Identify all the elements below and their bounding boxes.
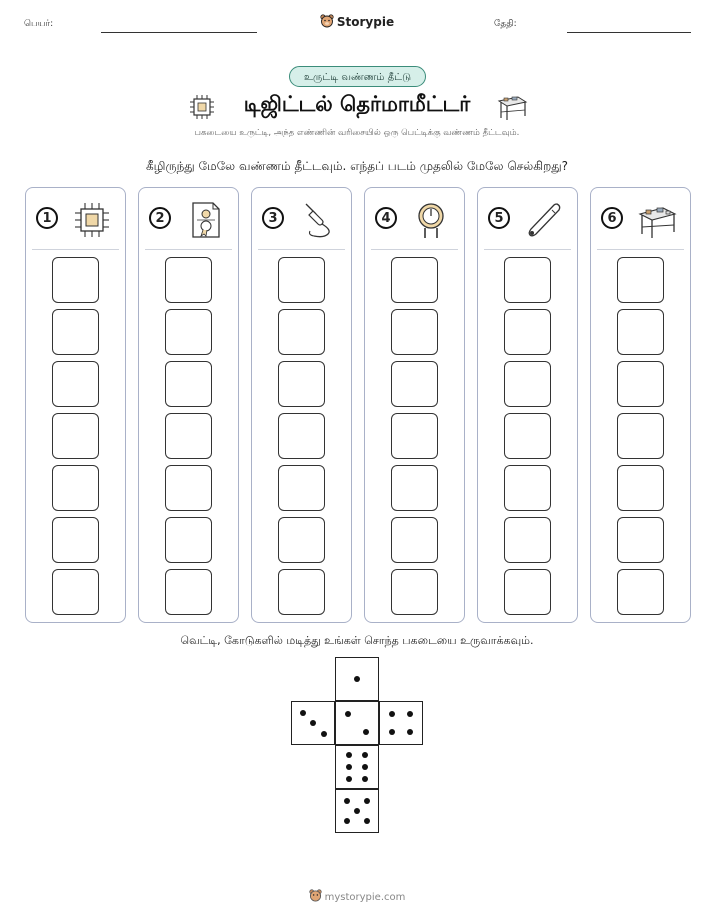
color-box[interactable] <box>504 257 551 303</box>
bear-icon <box>309 889 322 905</box>
color-box[interactable] <box>165 517 212 563</box>
dice-pip <box>364 818 370 824</box>
column-2 <box>138 187 239 623</box>
digital-thermometer-icon <box>524 200 564 240</box>
color-box[interactable] <box>617 413 664 459</box>
column-divider <box>145 249 232 250</box>
color-box[interactable] <box>165 361 212 407</box>
column-1 <box>25 187 126 623</box>
column-number: 2 <box>149 207 171 229</box>
dice-pip <box>321 731 327 737</box>
dice-pip <box>344 798 350 804</box>
color-box[interactable] <box>391 517 438 563</box>
dice-face-3 <box>291 701 335 745</box>
column-3 <box>251 187 352 623</box>
color-box[interactable] <box>52 309 99 355</box>
footer <box>0 889 714 905</box>
color-box[interactable] <box>617 257 664 303</box>
dice-pip <box>362 764 368 770</box>
dice-pip <box>354 808 360 814</box>
column-5 <box>477 187 578 623</box>
color-box[interactable] <box>165 309 212 355</box>
workbench-icon <box>637 200 677 240</box>
column-divider <box>32 249 119 250</box>
footer-url[interactable]: mystorypie.com <box>324 892 406 903</box>
bear-icon <box>320 14 334 31</box>
color-box[interactable] <box>617 309 664 355</box>
date-label: தேதி: <box>494 19 517 29</box>
dice-pip <box>346 764 352 770</box>
dice-pip <box>364 798 370 804</box>
name-line[interactable] <box>101 32 257 33</box>
dice-pip <box>407 711 413 717</box>
color-box[interactable] <box>617 569 664 615</box>
column-number: 3 <box>262 207 284 229</box>
cut-instruction: வெட்டி, கோடுகளில் மடித்து உங்கள் சொந்த பகடையை உருவாக்கவும். <box>180 634 534 647</box>
dice-pip <box>363 729 369 735</box>
dice-face-1 <box>335 657 379 701</box>
color-box[interactable] <box>278 413 325 459</box>
brand-logo <box>0 14 714 31</box>
dice-pip <box>389 711 395 717</box>
color-box[interactable] <box>165 257 212 303</box>
workbench-icon <box>496 92 528 122</box>
column-number: 1 <box>36 207 58 229</box>
color-box[interactable] <box>165 465 212 511</box>
column-number: 4 <box>375 207 397 229</box>
color-box[interactable] <box>391 361 438 407</box>
brand-name: Storypie <box>336 15 395 29</box>
color-box[interactable] <box>504 413 551 459</box>
column-divider <box>258 249 345 250</box>
color-box[interactable] <box>391 257 438 303</box>
color-box[interactable] <box>165 569 212 615</box>
color-box[interactable] <box>165 413 212 459</box>
color-box[interactable] <box>52 517 99 563</box>
dice-pip <box>346 776 352 782</box>
column-number: 6 <box>601 207 623 229</box>
color-box[interactable] <box>278 569 325 615</box>
color-box[interactable] <box>52 569 99 615</box>
color-box[interactable] <box>278 257 325 303</box>
column-6 <box>590 187 691 623</box>
column-divider <box>597 249 684 250</box>
dice-pip <box>345 711 351 717</box>
color-box[interactable] <box>52 465 99 511</box>
color-box[interactable] <box>278 465 325 511</box>
color-box[interactable] <box>617 517 664 563</box>
dice-face-6 <box>335 745 379 789</box>
dice-face-4 <box>379 701 423 745</box>
color-box[interactable] <box>391 569 438 615</box>
dice-face-2 <box>335 701 379 745</box>
soldering-iron-icon <box>298 200 338 240</box>
color-box[interactable] <box>504 465 551 511</box>
color-box[interactable] <box>391 309 438 355</box>
dice-pip <box>346 752 352 758</box>
dice-pip <box>362 776 368 782</box>
color-box[interactable] <box>52 361 99 407</box>
dial-thermometer-icon <box>411 200 451 240</box>
page-title: டிஜிட்டல் தெர்மாமீட்டர் <box>243 92 471 116</box>
color-box[interactable] <box>504 309 551 355</box>
dice-pip <box>344 818 350 824</box>
color-box[interactable] <box>52 257 99 303</box>
column-divider <box>484 249 571 250</box>
color-box[interactable] <box>504 569 551 615</box>
date-line[interactable] <box>567 32 691 33</box>
column-divider <box>371 249 458 250</box>
color-box[interactable] <box>278 309 325 355</box>
activity-badge: உருட்டி வண்ணம் தீட்டு <box>289 66 426 87</box>
dice-face-5 <box>335 789 379 833</box>
dice-pip <box>389 729 395 735</box>
color-box[interactable] <box>52 413 99 459</box>
subtitle: பகடையை உருட்டி, அந்த எண்ணின் வரிசையில் ஒரு பெட்டிக்கு வண்ணம் தீட்டவும். <box>194 128 520 138</box>
microchip-icon <box>72 200 112 240</box>
color-box[interactable] <box>617 361 664 407</box>
color-box[interactable] <box>278 361 325 407</box>
color-box[interactable] <box>278 517 325 563</box>
dice-pip <box>300 710 306 716</box>
color-box[interactable] <box>504 361 551 407</box>
color-box[interactable] <box>391 465 438 511</box>
color-box[interactable] <box>617 465 664 511</box>
dice-pip <box>354 676 360 682</box>
color-box[interactable] <box>504 517 551 563</box>
color-box[interactable] <box>391 413 438 459</box>
name-label: பெயர்: <box>24 19 54 29</box>
dice-pip <box>407 729 413 735</box>
dice-pip <box>362 752 368 758</box>
column-number: 5 <box>488 207 510 229</box>
certificate-icon <box>185 200 225 240</box>
column-4 <box>364 187 465 623</box>
question: கீழிருந்து மேலே வண்ணம் தீட்டவும். எந்தப் படம் முதலில் மேலே செல்கிறது? <box>145 159 569 173</box>
dice-pip <box>310 720 316 726</box>
